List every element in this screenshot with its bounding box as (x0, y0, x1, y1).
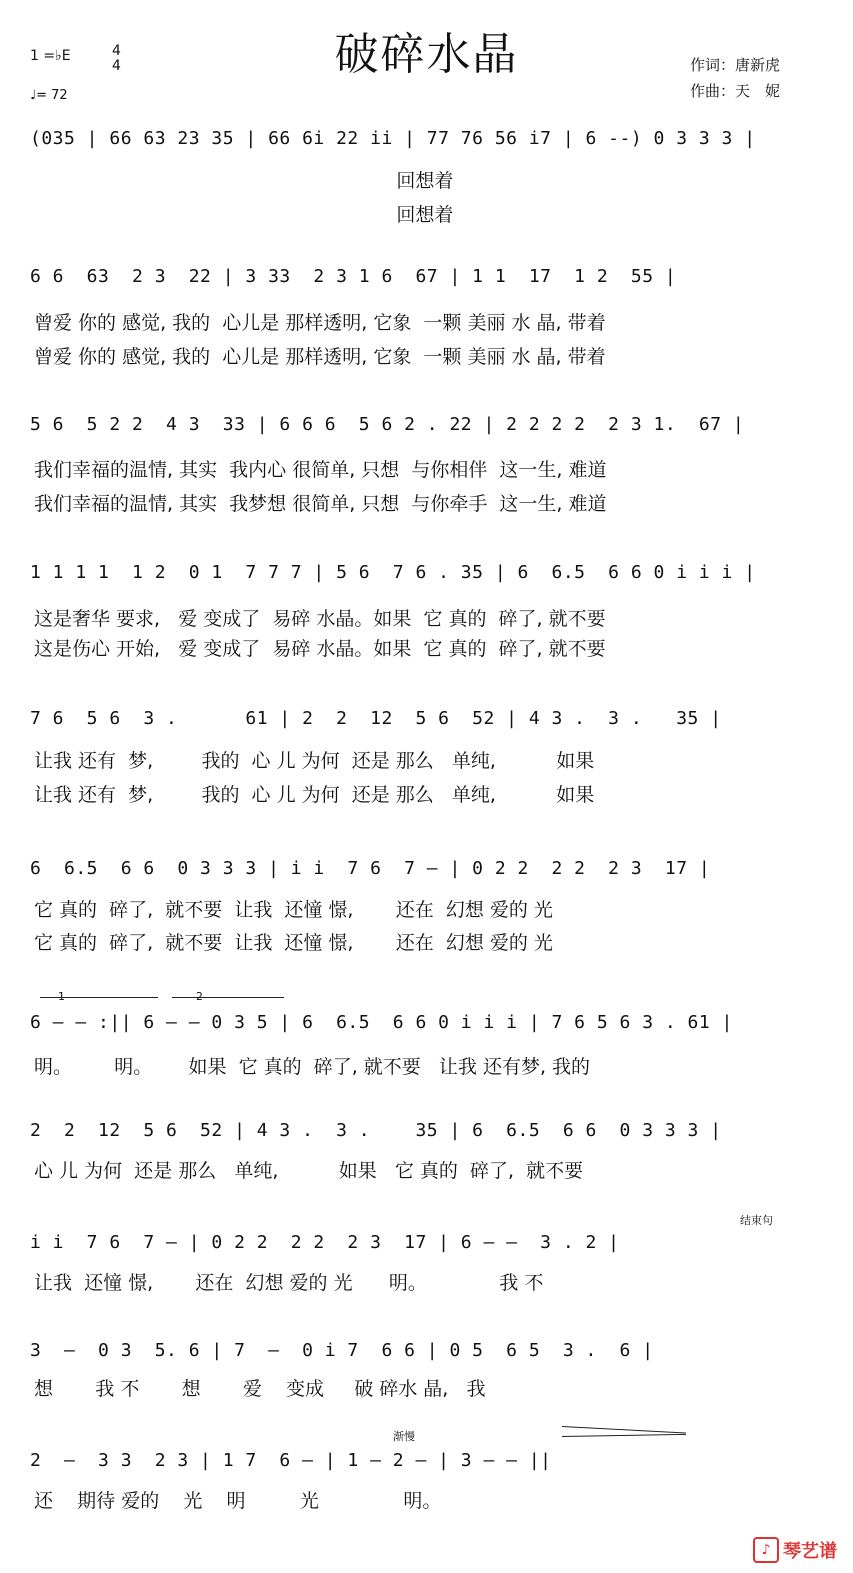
decrescendo-upper (562, 1426, 686, 1433)
lyric-line-6b: 它 真的 碎了, 就不要 让我 还憧 憬, 还在 幻想 爱的 光 (34, 932, 553, 954)
lyric-line-3b: 我们幸福的温情, 其实 我梦想 很简单, 只想 与你牵手 这一生, 难道 (34, 493, 607, 515)
volta-1-bracket (40, 997, 158, 998)
watermark-logo-icon: ♪ (753, 1537, 779, 1563)
notation-line-1: (035 | 66 63 23 35 | 66 6i 22 ii | 77 76 56 i7 | 6 --) 0 3 3 3 | (30, 128, 756, 149)
volta-1-label: 1 (58, 990, 65, 1003)
ending-phrase-mark: 结束句 (740, 1214, 773, 1227)
notation-line-4: 1 1 1 1 1 2 0 1 7 7 7 | 5 6 7 6 . 35 | 6 6.5 6 6 0 i i i | (30, 562, 756, 583)
volta-2-bracket (172, 997, 284, 998)
lyric-line-9: 让我 还憧 憬, 还在 幻想 爱的 光 明。 我 不 (34, 1272, 544, 1294)
watermark-text: 琴艺谱 (783, 1541, 837, 1562)
lyric-line-1a: 回想着 (34, 170, 454, 192)
time-signature-bottom: 4 (112, 58, 121, 74)
notation-line-3: 5 6 5 2 2 4 3 33 | 6 6 6 5 6 2 . 22 | 2 2 2 2 2 3 1. 67 | (30, 414, 745, 435)
lyric-line-6a: 它 真的 碎了, 就不要 让我 还憧 憬, 还在 幻想 爱的 光 (34, 899, 553, 921)
lyric-line-4a: 这是奢华 要求, 爱 变成了 易碎 水晶。如果 它 真的 碎了, 就不要 (34, 608, 606, 630)
time-signature (112, 44, 121, 74)
notation-line-7: 6 — — :|| 6 — — 0 3 5 | 6 6.5 6 6 0 i i i | 7 6 5 6 3 . 61 | (30, 1012, 733, 1033)
notation-line-11: 2 — 3 3 2 3 | 1 7 6 — | 1 — 2 — | 3 — — || (30, 1450, 552, 1471)
lyric-line-5b: 让我 还有 梦, 我的 心 儿 为何 还是 那么 单纯, 如果 (34, 784, 595, 806)
lyric-line-10: 想 我 不 想 爱 变成 破 碎水 晶, 我 (34, 1378, 486, 1400)
credits (690, 52, 780, 104)
lyric-line-8: 心 儿 为何 还是 那么 单纯, 如果 它 真的 碎了, 就不要 (34, 1160, 584, 1182)
notation-line-9: i i 7 6 7 — | 0 2 2 2 2 2 3 17 | 6 — — 3 . 2 | (30, 1232, 620, 1253)
notation-line-2: 6 6 63 2 3 22 | 3 33 2 3 1 6 67 | 1 1 17 1 2 55 | (30, 266, 677, 287)
lyric-line-7: 明。 明。 如果 它 真的 碎了, 就不要 让我 还有梦, 我的 (34, 1056, 591, 1078)
notation-line-10: 3 — 0 3 5. 6 | 7 — 0 i 7 6 6 | 0 5 6 5 3 . 6 | (30, 1340, 654, 1361)
notation-line-8: 2 2 12 5 6 52 | 4 3 . 3 . 35 | 6 6.5 6 6 0 3 3 3 | (30, 1120, 722, 1141)
composer-credit: 作曲：天 妮 (690, 82, 781, 100)
notation-line-6: 6 6.5 6 6 0 3 3 3 | i i 7 6 7 — | 0 2 2 2 2 2 3 17 | (30, 858, 711, 879)
watermark (753, 1537, 837, 1563)
tempo-mark: ♩= 72 (30, 88, 68, 103)
lyricist-credit: 作词：唐新虎 (690, 56, 781, 74)
notation-line-5: 7 6 5 6 3 . 61 | 2 2 12 5 6 52 | 4 3 . 3 . 35 | (30, 708, 722, 729)
lyric-line-5a: 让我 还有 梦, 我的 心 儿 为何 还是 那么 单纯, 如果 (34, 750, 595, 772)
volta-2-label: 2 (196, 990, 203, 1003)
lyric-line-1b: 回想着 (34, 204, 454, 226)
lyric-line-11: 还 期待 爱的 光 明 光 明。 (34, 1490, 442, 1512)
decrescendo-lower (562, 1434, 686, 1437)
key-signature-block (30, 43, 121, 103)
time-signature-top: 4 (112, 43, 121, 59)
lyric-line-2b: 曾爱 你的 感觉, 我的 心儿是 那样透明, 它象 一颗 美丽 水 晶, 带着 (34, 346, 606, 368)
lyric-line-4b: 这是伤心 开始, 爱 变成了 易碎 水晶。如果 它 真的 碎了, 就不要 (34, 638, 606, 660)
lyric-line-2a: 曾爱 你的 感觉, 我的 心儿是 那样透明, 它象 一颗 美丽 水 晶, 带着 (34, 312, 606, 334)
lyric-line-3a: 我们幸福的温情, 其实 我内心 很简单, 只想 与你相伴 这一生, 难道 (34, 459, 607, 481)
song-title: 破碎水晶 (334, 29, 519, 80)
ritardando-mark: 渐慢 (393, 1430, 415, 1443)
key-signature: 1 =♭E (30, 48, 71, 64)
